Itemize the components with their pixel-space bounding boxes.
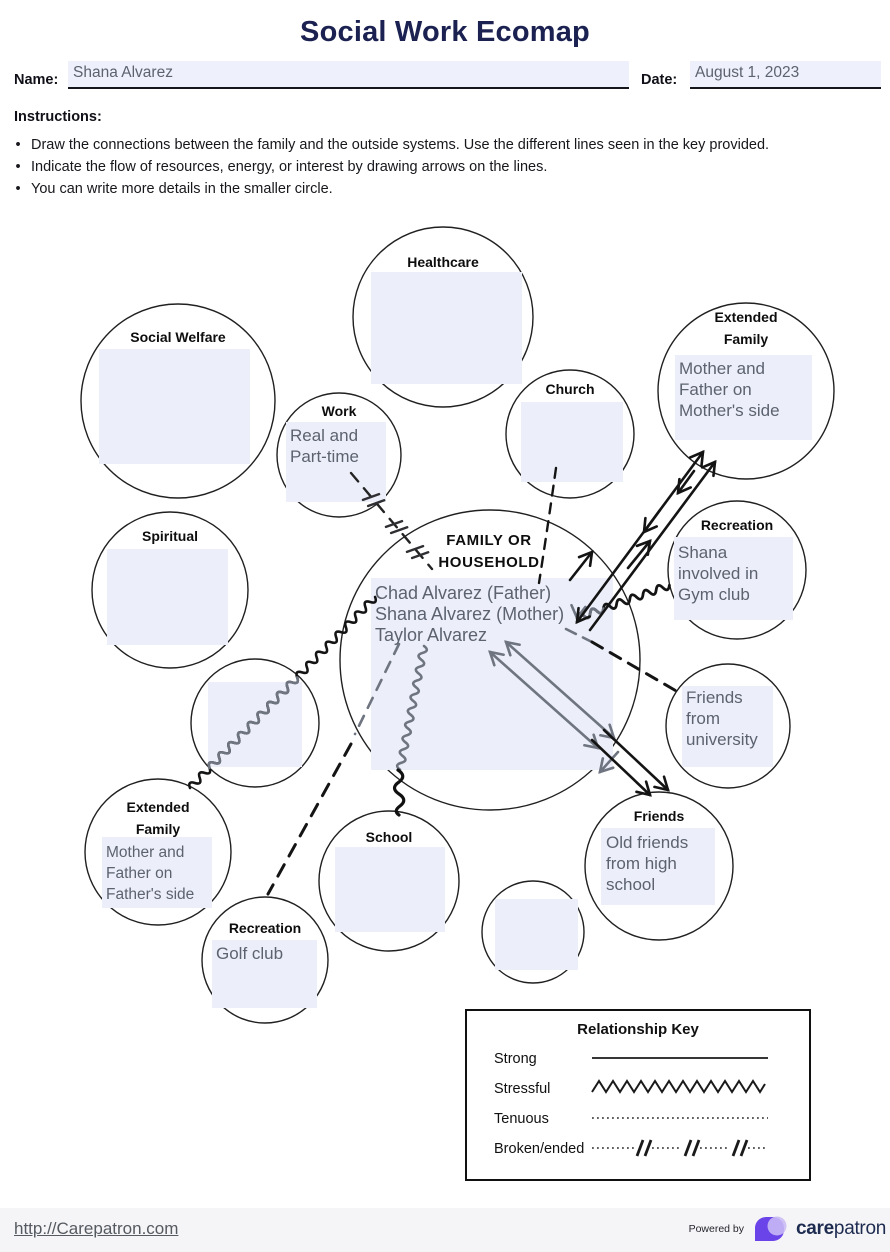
recreation-top-label: Recreation bbox=[700, 517, 774, 533]
instruction-text: Draw the connections between the family and the outside systems. Use the different lines seen in the key provided. bbox=[31, 137, 770, 153]
recreation-top-note: Shana bbox=[678, 543, 728, 562]
instruction-text: You can write more details in the smaller circle. bbox=[31, 181, 333, 197]
school-notes-box[interactable] bbox=[335, 847, 445, 932]
bullet-icon: • bbox=[15, 159, 21, 175]
friends-university-note: university bbox=[686, 730, 758, 749]
school-label: School bbox=[365, 829, 413, 845]
extended-family-top-note: Mother's side bbox=[679, 401, 780, 420]
instruction-text: Indicate the flow of resources, energy, or interest by drawing arrows on the lines. bbox=[31, 159, 548, 175]
work-note: Real and bbox=[290, 426, 359, 445]
brand-bold: care bbox=[796, 1218, 834, 1239]
extended-family-top-label: Extended bbox=[714, 309, 778, 325]
extended-family-bottom-note: Father on bbox=[106, 865, 173, 882]
instructions-heading: Instructions: bbox=[14, 109, 102, 125]
friends-university-note: from bbox=[686, 709, 720, 728]
extended-family-top-label: Family bbox=[723, 331, 769, 347]
bullet-icon: • bbox=[15, 137, 21, 153]
key-stressful-label: Stressful bbox=[494, 1081, 551, 1097]
extended-family-bottom-note: Father's side bbox=[106, 886, 195, 903]
friends-university-note: Friends bbox=[686, 688, 743, 707]
carepatron-logo-icon bbox=[751, 1213, 789, 1245]
healthcare-notes-box[interactable] bbox=[371, 272, 522, 384]
date-label: Date: bbox=[641, 72, 678, 88]
healthcare-label: Healthcare bbox=[407, 254, 479, 270]
recreation-top-note: involved in bbox=[678, 564, 759, 583]
work-note: Part-time bbox=[290, 447, 359, 466]
powered-by-text: Powered by bbox=[688, 1223, 745, 1235]
friends-label: Friends bbox=[633, 808, 685, 824]
date-input[interactable]: August 1, 2023 bbox=[690, 61, 881, 89]
family-household-label: FAMILY OR bbox=[446, 532, 532, 549]
spiritual-notes-box[interactable] bbox=[107, 549, 228, 645]
family-member: Shana Alvarez (Mother) bbox=[375, 604, 565, 624]
key-strong-label: Strong bbox=[494, 1051, 537, 1067]
footer bbox=[0, 1208, 890, 1252]
spiritual-label: Spiritual bbox=[141, 528, 199, 544]
relationship-key bbox=[466, 1010, 810, 1180]
church-notes-box[interactable] bbox=[521, 402, 623, 482]
social-welfare-notes-box[interactable] bbox=[99, 349, 250, 464]
brand-rest: patron bbox=[833, 1218, 886, 1239]
recreation-bottom-note: Golf club bbox=[216, 944, 284, 963]
friends-note: school bbox=[606, 875, 656, 894]
relationship-key-title: Relationship Key bbox=[577, 1021, 699, 1038]
friends-note: Old friends bbox=[606, 833, 689, 852]
key-tenuous-label: Tenuous bbox=[494, 1111, 549, 1127]
page-title: Social Work Ecomap bbox=[300, 16, 590, 48]
family-household-label: HOUSEHOLD bbox=[438, 554, 540, 571]
name-input[interactable]: Shana Alvarez bbox=[68, 61, 629, 89]
work-label: Work bbox=[321, 403, 357, 419]
name-label: Name: bbox=[14, 72, 59, 88]
extended-family-bottom-note: Mother and bbox=[106, 844, 185, 861]
recreation-top-note: Gym club bbox=[678, 585, 750, 604]
family-member: Chad Alvarez (Father) bbox=[375, 583, 552, 603]
extended-family-top-note: Father on bbox=[679, 380, 752, 399]
blank-left-notes-box[interactable] bbox=[208, 682, 302, 767]
church-label: Church bbox=[545, 381, 595, 397]
extended-family-bottom-label: Family bbox=[135, 821, 181, 837]
bullet-icon: • bbox=[15, 181, 21, 197]
powered-by bbox=[689, 1213, 886, 1245]
blank-small-notes-box[interactable] bbox=[495, 899, 578, 970]
carepatron-link[interactable]: http://Carepatron.com bbox=[14, 1219, 179, 1238]
social-welfare-label: Social Welfare bbox=[130, 329, 226, 345]
extended-family-bottom-label: Extended bbox=[126, 799, 190, 815]
family-member: Taylor Alvarez bbox=[375, 625, 488, 645]
recreation-bottom-label: Recreation bbox=[228, 920, 302, 936]
friends-note: from high bbox=[606, 854, 677, 873]
carepatron-wordmark bbox=[796, 1218, 886, 1240]
key-broken-label: Broken/ended bbox=[494, 1141, 585, 1157]
extended-family-top-note: Mother and bbox=[679, 359, 765, 378]
